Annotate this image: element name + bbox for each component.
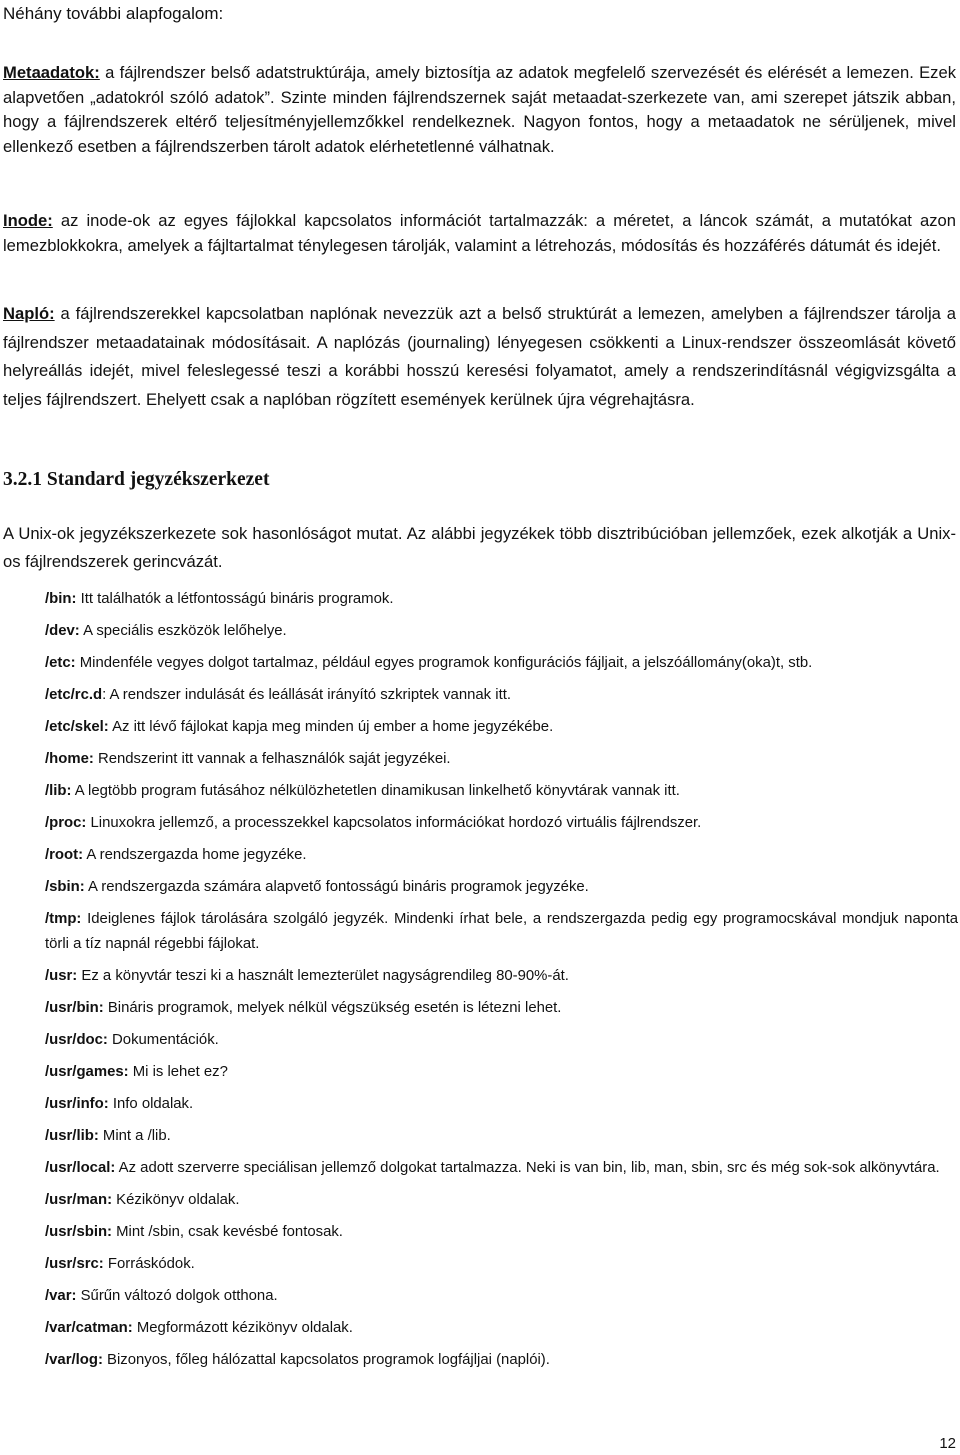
directory-list [45, 587, 958, 1373]
directory-item: /sbin: A rendszergazda számára alapvető fontosságú bináris programok jegyzéke. [45, 879, 589, 895]
directory-item: /home: Rendszerint itt vannak a felhasználók saját jegyzékei. [45, 751, 451, 767]
directory-item: /usr/lib: Mint a /lib. [45, 1128, 171, 1144]
directory-item: /proc: Linuxokra jellemző, a processzekkel kapcsolatos információkat hordozó virtuális fájlrendszer. [45, 815, 702, 831]
directory-item: /dev: A speciális eszközök lelőhelye. [45, 623, 287, 639]
directory-item: /usr/doc: Dokumentációk. [45, 1032, 219, 1048]
term-metaadatok: Metaadatok: [3, 63, 100, 82]
intro-line: Néhány további alapfogalom: [3, 4, 224, 23]
directory-item: /usr/src: Forráskódok. [45, 1256, 195, 1272]
text-metaadatok: a fájlrendszer belső adatstruktúrája, amely biztosítja az adatok megfelelő szervezését és elérését a lemezen. Ezek alapvetően „adatokról szóló adatok”. Szinte minden fájlrendszernek saját metaadat-szerkezete van, ami szerepet játszik abban, hogy a fájlrendszerek eltérő teljesítményjellemzőkkel rendelkeznek. Nagyon fontos, hogy a metaadatok ne sérüljenek, mivel ellenkező esetben a fájlrendszerben tárolt adatok elérhetetlenné válhatnak. [3, 63, 956, 156]
paragraph-inode [3, 209, 956, 258]
directory-item: /var/catman: Megformázott kézikönyv oldalak. [45, 1320, 353, 1336]
term-naplo: Napló: [3, 304, 55, 323]
paragraph-naplo [3, 300, 956, 414]
text-naplo: a fájlrendszerekkel kapcsolatban naplónak nevezzük azt a belső struktúrát a lemezen, amelyben a fájlrendszer tárolja a fájlrendszer metaadatainak módosításait. A naplózás (journaling) lényegesen csökkenti a Linux-rendszer összeomlását követő helyreállás idejét, mivel feleslegessé teszi a korábbi hosszú keresési folyamatot, amely a rendszerindításnál végigvizsgálta a teljes fájlrendszert. Ehelyett csak a naplóban rögzített események kerülnek újra végrehajtásra. [3, 304, 956, 409]
section-heading: 3.2.1 Standard jegyzékszerkezet [3, 469, 270, 490]
directory-item: /lib: A legtöbb program futásához nélkülözhetetlen dinamikusan linkelhető könyvtárak vannak itt. [45, 783, 680, 799]
directory-item: /root: A rendszergazda home jegyzéke. [45, 847, 307, 863]
directory-item: /usr/games: Mi is lehet ez? [45, 1064, 228, 1080]
directory-item: /bin: Itt találhatók a létfontosságú bináris programok. [45, 591, 394, 607]
directory-item: /usr/info: Info oldalak. [45, 1096, 194, 1112]
directory-item: /etc: Mindenféle vegyes dolgot tartalmaz, például egyes programok konfigurációs fájljait, a jelszóállomány(oka)t, stb. [45, 655, 813, 671]
directory-item: /etc/rc.d: A rendszer indulását és leállását irányító szkriptek vannak itt. [45, 687, 511, 703]
directory-item: /usr: Ez a könyvtár teszi ki a használt lemezterület nagyságrendileg 80-90%-át. [45, 968, 569, 984]
paragraph-metaadatok [3, 61, 956, 159]
directory-item: /tmp: Ideiglenes fájlok tárolására szolgáló jegyzék. Mindenki írhat bele, a rendszergazda pedig egy programocskával mondjuk naponta törli a tíz napnál régebbi fájlokat. [45, 911, 958, 952]
directory-item: /etc/skel: Az itt lévő fájlokat kapja meg minden új ember a home jegyzékébe. [45, 719, 554, 735]
term-inode: Inode: [3, 211, 53, 230]
section-intro-paragraph: A Unix-ok jegyzékszerkezete sok hasonlóságot mutat. Az alábbi jegyzékek több disztribúcióban jellemzőek, ezek alkotják a Unix-os fájlrendszerek gerincvázát. [3, 524, 956, 571]
text-inode: az inode-ok az egyes fájlokkal kapcsolatos információt tartalmazzák: a méretet, a láncok számát, a mutatókat azon lemezblokkokra, amelyek a fájltartalmat ténylegesen tárolják, valamint a létrehozás, módosítás és hozzáférés dátumát és idejét. [3, 211, 956, 255]
directory-item: /usr/local: Az adott szerverre speciálisan jellemző dolgokat tartalmazza. Neki is van bin, lib, man, sbin, src és még sok-sok alkönyvtára. [45, 1160, 940, 1176]
directory-item: /var: Sűrűn változó dolgok otthona. [45, 1288, 278, 1304]
directory-item: /usr/man: Kézikönyv oldalak. [45, 1192, 240, 1208]
directory-item: /usr/bin: Bináris programok, melyek nélkül végszükség esetén is létezni lehet. [45, 1000, 562, 1016]
directory-item: /usr/sbin: Mint /sbin, csak kevésbé fontosak. [45, 1224, 343, 1240]
page-number: 12 [939, 1435, 956, 1452]
directory-item: /var/log: Bizonyos, főleg hálózattal kapcsolatos programok logfájljai (naplói). [45, 1352, 550, 1368]
